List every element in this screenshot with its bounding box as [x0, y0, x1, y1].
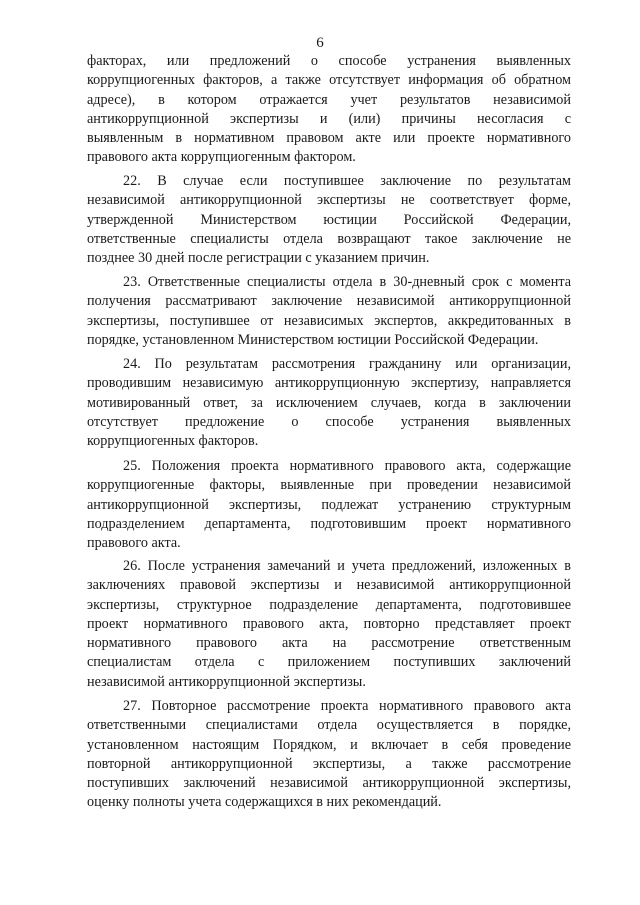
- text-line: 26. После устранения замечаний и учета предложений, изложенных в: [123, 558, 571, 574]
- text-line: отсутствует предложение о способе устранения выявленных: [87, 413, 571, 430]
- page-number: 6: [316, 35, 324, 51]
- paragraph-item-22: [87, 172, 571, 268]
- text-line: подразделением департамента, подготовившим проект нормативного: [87, 515, 571, 532]
- text-line: заключениях правовой экспертизы и независимой антикоррупционной: [87, 577, 571, 594]
- text-line: специалистам отдела с приложением поступивших заключений: [87, 654, 571, 671]
- text-line: правового акта коррупциогенным фактором.: [87, 149, 356, 166]
- text-line: 22. В случае если поступившее заключение по результатам: [123, 173, 571, 189]
- text-line: антикоррупционной экспертизы и (или) причины несогласия с: [87, 110, 571, 127]
- text-line: экспертизы, структурное подразделение департамента, подготовившее: [87, 596, 571, 613]
- text-line: ответственными специалистами отдела осуществляется в порядке,: [87, 717, 571, 734]
- text-line: проект нормативного правового акта, повторно представляет проект: [87, 615, 571, 632]
- text-line: мотивированный ответ, за исключением случаев, когда в заключении: [87, 394, 571, 411]
- text-line: адресе), в котором отражается учет результатов независимой: [87, 91, 571, 108]
- text-line: ответственные специалисты отдела возвращают такое заключение не: [87, 230, 571, 247]
- text-line: факторах, или предложений о способе устранения выявленных: [87, 53, 571, 69]
- text-line: коррупциогенных факторов.: [87, 433, 259, 450]
- paragraph-item-24: [87, 355, 571, 451]
- text-line: 27. Повторное рассмотрение проекта нормативного правового акта: [123, 698, 571, 714]
- text-line: повторной антикоррупционной экспертизы, а также рассмотрение: [87, 755, 571, 772]
- text-line: получения рассматривают заключение независимой антикоррупционной: [87, 293, 571, 310]
- text-line: оценку полноты учета содержащихся в них рекомендаций.: [87, 794, 442, 811]
- text-line: коррупциогенных факторов, а также отсутствует информация об обратном: [87, 72, 571, 89]
- text-line: 24. По результатам рассмотрения гражданину или организации,: [123, 356, 571, 372]
- text-line: независимой антикоррупционной экспертизы.: [87, 673, 366, 690]
- text-line: утвержденной Министерством юстиции Российской Федерации,: [87, 211, 571, 228]
- text-line: порядке, установленном Министерством юстиции Российской Федерации.: [87, 331, 539, 348]
- paragraph-item-27: [87, 697, 571, 813]
- text-line: установленном настоящим Порядком, и включает в себя проведение: [87, 736, 571, 753]
- paragraph-item-25: [87, 457, 571, 553]
- text-line: 23. Ответственные специалисты отдела в 30-дневный срок с момента: [123, 274, 571, 290]
- paragraph-continuation: [87, 52, 571, 168]
- text-line: антикоррупционной экспертизы, подлежат устранению структурным: [87, 496, 571, 513]
- text-line: проводившим независимую антикоррупционную экспертизу, направляется: [87, 375, 571, 392]
- paragraph-item-23: [87, 273, 571, 350]
- paragraph-item-26: [87, 557, 571, 692]
- text-line: коррупциогенные факторы, выявленные при проведении независимой: [87, 477, 571, 494]
- text-line: независимой антикоррупционной экспертизы не соответствует форме,: [87, 192, 571, 209]
- text-line: нормативного правового акта на рассмотрение ответственным: [87, 635, 571, 652]
- text-line: выявленным в нормативном правовом акте или проекте нормативного: [87, 130, 571, 147]
- text-line: экспертизы, поступившее от независимых экспертов, аккредитованных в: [87, 312, 571, 329]
- text-line: правового акта.: [87, 535, 181, 552]
- text-line: позднее 30 дней после регистрации с указанием причин.: [87, 250, 430, 267]
- text-line: 25. Положения проекта нормативного правового акта, содержащие: [123, 458, 571, 474]
- text-line: поступивших заключений независимой антикоррупционной экспертизы,: [87, 775, 571, 792]
